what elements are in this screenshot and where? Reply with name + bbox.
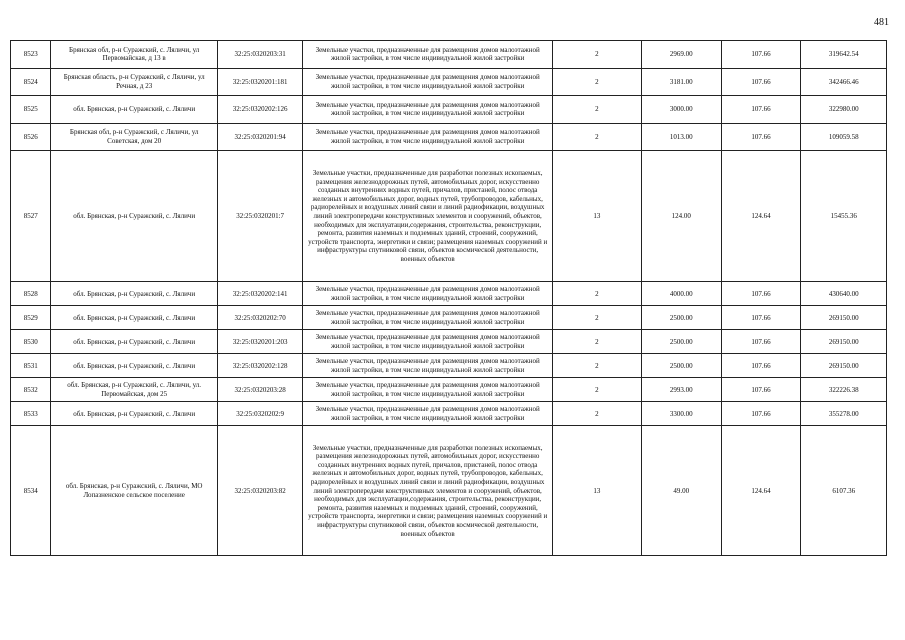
cadastral-value-cell: 342466.46 bbox=[801, 68, 887, 96]
rate-cell: 107.66 bbox=[721, 123, 801, 151]
land-use-cell: Земельные участки, предназначенные для размещения домов малоэтажной жилой застройки, в том числе индивидуальной жилой застройки bbox=[303, 41, 553, 69]
land-registry-table bbox=[10, 40, 887, 556]
group-code-cell: 2 bbox=[552, 378, 641, 402]
land-use-cell: Земельные участки, предназначенные для размещения домов малоэтажной жилой застройки, в том числе индивидуальной жилой застройки bbox=[303, 306, 553, 330]
land-use-cell: Земельные участки, предназначенные для размещения домов малоэтажной жилой застройки, в том числе индивидуальной жилой застройки bbox=[303, 282, 553, 306]
table-row bbox=[11, 354, 887, 378]
land-use-cell: Земельные участки, предназначенные для размещения домов малоэтажной жилой застройки, в том числе индивидуальной жилой застройки bbox=[303, 354, 553, 378]
address-cell: обл. Брянская, р-н Суражский, с. Ляличи bbox=[51, 402, 217, 426]
rate-cell: 107.66 bbox=[721, 96, 801, 124]
cadastral-number-cell: 32:25:0320203:31 bbox=[217, 41, 302, 69]
cadastral-value-cell: 109059.58 bbox=[801, 123, 887, 151]
cadastral-number-cell: 32:25:0320202:141 bbox=[217, 282, 302, 306]
row-number: 8529 bbox=[11, 306, 51, 330]
table-row bbox=[11, 41, 887, 69]
cadastral-value-cell: 355278.00 bbox=[801, 402, 887, 426]
land-use-cell: Земельные участки, предназначенные для размещения домов малоэтажной жилой застройки, в том числе индивидуальной жилой застройки bbox=[303, 330, 553, 354]
group-code-cell: 2 bbox=[552, 68, 641, 96]
land-use-cell: Земельные участки, предназначенные для размещения домов малоэтажной жилой застройки, в том числе индивидуальной жилой застройки bbox=[303, 378, 553, 402]
cadastral-number-cell: 32:25:0320203:82 bbox=[217, 426, 302, 556]
address-cell: Брянская обл, р-н Суражский, с Ляличи, ул Советская, дом 20 bbox=[51, 123, 217, 151]
table-row bbox=[11, 330, 887, 354]
cadastral-value-cell: 15455.36 bbox=[801, 151, 887, 282]
cadastral-number-cell: 32:25:0320201:94 bbox=[217, 123, 302, 151]
group-code-cell: 2 bbox=[552, 41, 641, 69]
rate-cell: 107.66 bbox=[721, 330, 801, 354]
address-cell: обл. Брянская, р-н Суражский, с. Ляличи bbox=[51, 151, 217, 282]
area-cell: 4000.00 bbox=[641, 282, 721, 306]
land-use-cell: Земельные участки, предназначенные для размещения домов малоэтажной жилой застройки, в том числе индивидуальной жилой застройки bbox=[303, 123, 553, 151]
rate-cell: 107.66 bbox=[721, 306, 801, 330]
row-number: 8531 bbox=[11, 354, 51, 378]
rate-cell: 107.66 bbox=[721, 402, 801, 426]
cadastral-number-cell: 32:25:0320202:70 bbox=[217, 306, 302, 330]
cadastral-number-cell: 32:25:0320202:126 bbox=[217, 96, 302, 124]
cadastral-value-cell: 430640.00 bbox=[801, 282, 887, 306]
group-code-cell: 13 bbox=[552, 151, 641, 282]
land-use-cell: Земельные участки, предназначенные для размещения домов малоэтажной жилой застройки, в том числе индивидуальной жилой застройки bbox=[303, 68, 553, 96]
row-number: 8526 bbox=[11, 123, 51, 151]
area-cell: 2500.00 bbox=[641, 306, 721, 330]
rate-cell: 124.64 bbox=[721, 426, 801, 556]
rate-cell: 107.66 bbox=[721, 68, 801, 96]
address-cell: обл. Брянская, р-н Суражский, с. Ляличи bbox=[51, 354, 217, 378]
group-code-cell: 2 bbox=[552, 96, 641, 124]
area-cell: 49.00 bbox=[641, 426, 721, 556]
table-row bbox=[11, 282, 887, 306]
table-row bbox=[11, 402, 887, 426]
area-cell: 3300.00 bbox=[641, 402, 721, 426]
group-code-cell: 2 bbox=[552, 306, 641, 330]
cadastral-value-cell: 269150.00 bbox=[801, 330, 887, 354]
land-use-cell: Земельные участки, предназначенные для размещения домов малоэтажной жилой застройки, в том числе индивидуальной жилой застройки bbox=[303, 402, 553, 426]
address-cell: обл. Брянская, р-н Суражский, с. Ляличи bbox=[51, 330, 217, 354]
row-number: 8530 bbox=[11, 330, 51, 354]
rate-cell: 107.66 bbox=[721, 378, 801, 402]
area-cell: 2969.00 bbox=[641, 41, 721, 69]
cadastral-number-cell: 32:25:0320201:181 bbox=[217, 68, 302, 96]
table-row bbox=[11, 306, 887, 330]
group-code-cell: 13 bbox=[552, 426, 641, 556]
page-number: 481 bbox=[874, 17, 889, 28]
address-cell: обл. Брянская, р-н Суражский, с. Ляличи, МО Лопазненское сельское поселение bbox=[51, 426, 217, 556]
row-number: 8525 bbox=[11, 96, 51, 124]
land-use-cell: Земельные участки, предназначенные для разработки полезных ископаемых, размещения железнодорожных путей, автомобильных дорог, искусственно созданных внутренних водных путей, причалов, пристаней, полос отвода железных и автомобильных дорог, водных путей, трубопроводов, кабельных, радиорелейных и воздушных линий связи и линий радиофикации, воздушных линий электропередачи конструктивных элементов и сооружений, объектов, необходимых для эксплуатации,содержания, строительства, реконструкции, ремонта, развития наземных и подземных зданий, строений, сооружений, устройств транспорта, энергетики и связи; размещения наземных сооружений и инфраструктуры спутниковой связи, объектов космической деятельности, военных объектов bbox=[303, 426, 553, 556]
group-code-cell: 2 bbox=[552, 354, 641, 378]
area-cell: 3000.00 bbox=[641, 96, 721, 124]
area-cell: 124.00 bbox=[641, 151, 721, 282]
rate-cell: 107.66 bbox=[721, 354, 801, 378]
address-cell: обл. Брянская, р-н Суражский, с. Ляличи bbox=[51, 96, 217, 124]
area-cell: 3181.00 bbox=[641, 68, 721, 96]
address-cell: обл. Брянская, р-н Суражский, с. Ляличи bbox=[51, 306, 217, 330]
address-cell: Брянская обл, р-н Суражский, с. Ляличи, ул Первомайская, д 13 в bbox=[51, 41, 217, 69]
land-use-cell: Земельные участки, предназначенные для размещения домов малоэтажной жилой застройки, в том числе индивидуальной жилой застройки bbox=[303, 96, 553, 124]
cadastral-value-cell: 269150.00 bbox=[801, 354, 887, 378]
address-cell: Брянская область, р-н Суражский, с Ляличи, ул Речная, д 23 bbox=[51, 68, 217, 96]
area-cell: 2500.00 bbox=[641, 354, 721, 378]
row-number: 8532 bbox=[11, 378, 51, 402]
address-cell: обл. Брянская, р-н Суражский, с. Ляличи, ул. Первомайская, дом 25 bbox=[51, 378, 217, 402]
cadastral-number-cell: 32:25:0320203:28 bbox=[217, 378, 302, 402]
cadastral-value-cell: 6107.36 bbox=[801, 426, 887, 556]
row-number: 8527 bbox=[11, 151, 51, 282]
cadastral-number-cell: 32:25:0320201:203 bbox=[217, 330, 302, 354]
rate-cell: 124.64 bbox=[721, 151, 801, 282]
area-cell: 2500.00 bbox=[641, 330, 721, 354]
row-number: 8533 bbox=[11, 402, 51, 426]
cadastral-value-cell: 269150.00 bbox=[801, 306, 887, 330]
group-code-cell: 2 bbox=[552, 123, 641, 151]
group-code-cell: 2 bbox=[552, 330, 641, 354]
table-row bbox=[11, 151, 887, 282]
group-code-cell: 2 bbox=[552, 402, 641, 426]
row-number: 8534 bbox=[11, 426, 51, 556]
table-row bbox=[11, 96, 887, 124]
address-cell: обл. Брянская, р-н Суражский, с. Ляличи bbox=[51, 282, 217, 306]
table-row bbox=[11, 123, 887, 151]
area-cell: 2993.00 bbox=[641, 378, 721, 402]
table-row bbox=[11, 378, 887, 402]
table-row bbox=[11, 426, 887, 556]
rate-cell: 107.66 bbox=[721, 41, 801, 69]
cadastral-value-cell: 322980.00 bbox=[801, 96, 887, 124]
cadastral-number-cell: 32:25:0320202:128 bbox=[217, 354, 302, 378]
cadastral-number-cell: 32:25:0320202:9 bbox=[217, 402, 302, 426]
area-cell: 1013.00 bbox=[641, 123, 721, 151]
group-code-cell: 2 bbox=[552, 282, 641, 306]
cadastral-value-cell: 322226.38 bbox=[801, 378, 887, 402]
row-number: 8524 bbox=[11, 68, 51, 96]
cadastral-value-cell: 319642.54 bbox=[801, 41, 887, 69]
land-use-cell: Земельные участки, предназначенные для разработки полезных ископаемых, размещения железнодорожных путей, автомобильных дорог, искусственно созданных внутренних водных путей, причалов, пристаней, полос отвода железных и автомобильных дорог, водных путей, трубопроводов, кабельных, радиорелейных и воздушных линий связи и линий радиофикации, воздушных линий электропередачи конструктивных элементов и сооружений, объектов, необходимых для эксплуатации,содержания, строительства, реконструкции, ремонта, развития наземных и подземных зданий, строений, сооружений, устройств транспорта, энергетики и связи; размещения наземных сооружений и инфраструктуры спутниковой связи, объектов космической деятельности, военных объектов bbox=[303, 151, 553, 282]
table-row bbox=[11, 68, 887, 96]
rate-cell: 107.66 bbox=[721, 282, 801, 306]
row-number: 8523 bbox=[11, 41, 51, 69]
cadastral-number-cell: 32:25:0320201:7 bbox=[217, 151, 302, 282]
row-number: 8528 bbox=[11, 282, 51, 306]
